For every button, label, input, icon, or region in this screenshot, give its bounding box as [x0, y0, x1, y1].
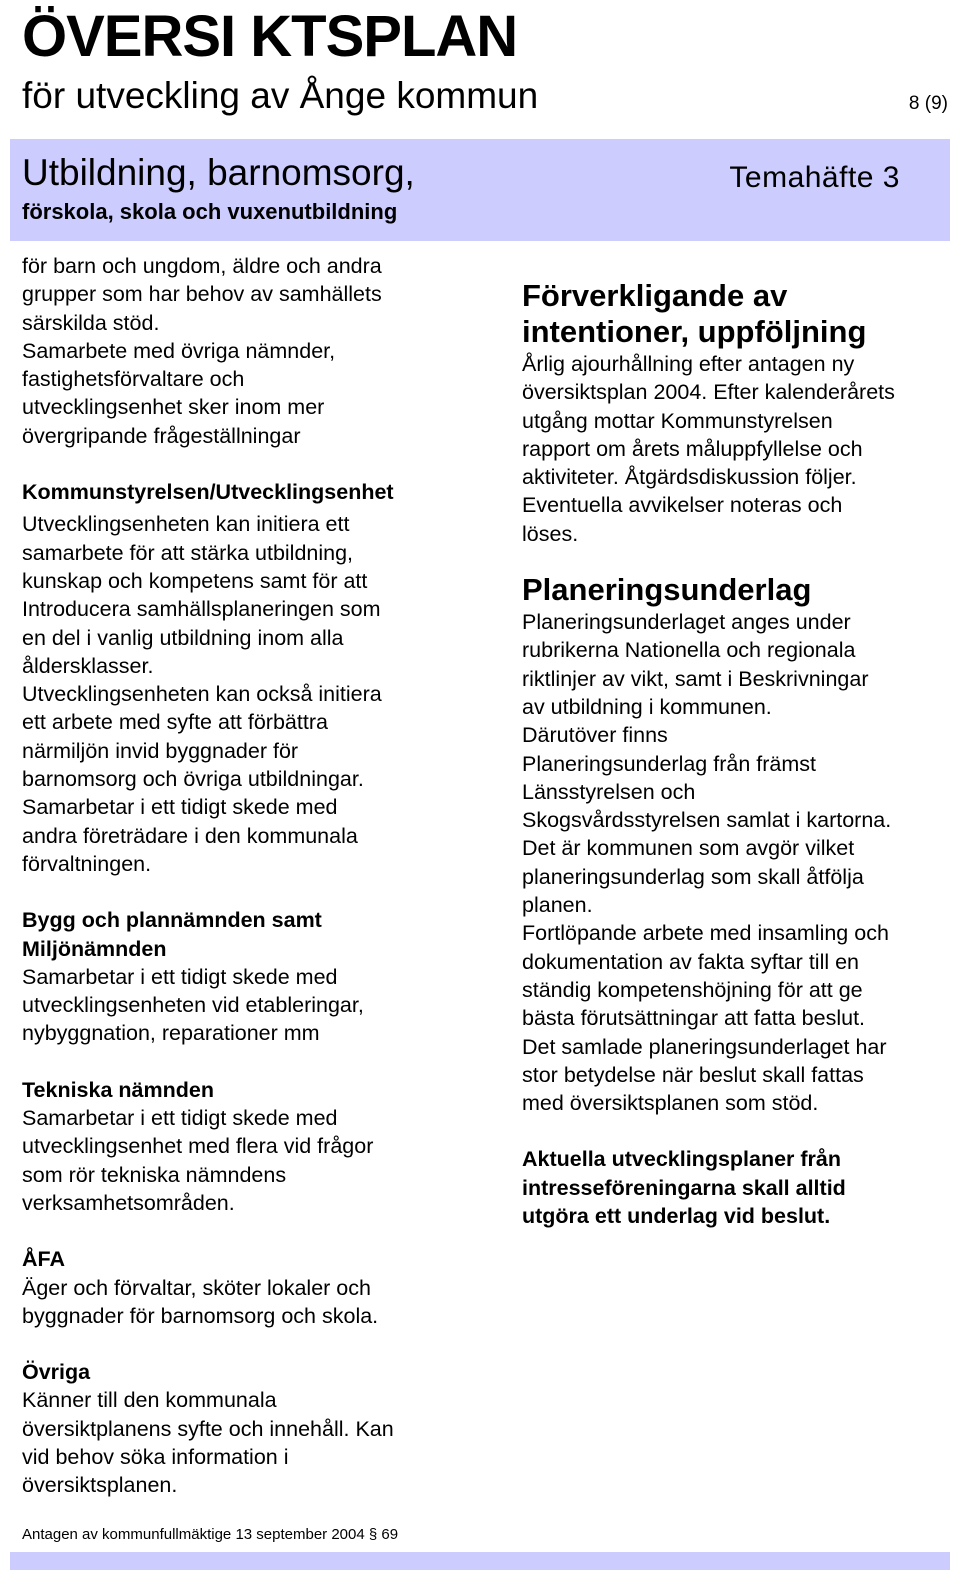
section-body-bygg-och-plan: Samarbetar i ett tidigt skede med utvecklingsenheten vid etableringar, nybyggnation, reparationer mm	[22, 964, 364, 1046]
theme-title: Utbildning, barnomsorg,	[22, 152, 415, 193]
left-column	[22, 252, 492, 1500]
document-subtitle: för utveckling av Ånge kommun	[22, 75, 539, 116]
right-column	[522, 278, 952, 1230]
page-number: 8 (9)	[908, 93, 948, 114]
theme-band	[10, 139, 950, 241]
section-heading-tekniska: Tekniska nämnden	[22, 1077, 214, 1102]
footer-band	[10, 1552, 950, 1570]
theme-label: Temahäfte 3	[729, 161, 900, 194]
section-heading-ovriga: Övriga	[22, 1360, 91, 1385]
section-heading-bygg-och-plan: Bygg och plannämnden samt Miljönämnden	[22, 908, 322, 961]
intro-paragraph: för barn och ungdom, äldre och andra grupper som har behov av samhällets särskilda stöd. Samarbete med övriga nämnder, fastighetsförvaltare och utvecklingsenhet sker inom mer övergripande frågeställningar	[22, 254, 382, 448]
footer-text: Antagen av kommunfullmäktige 13 september 2004 § 69	[22, 1526, 399, 1543]
section-body-afa: Äger och förvaltar, sköter lokaler och byggnader för barnomsorg och skola.	[22, 1275, 379, 1328]
document-title: ÖVERSI KTSPLAN	[22, 4, 518, 69]
theme-subtitle: förskola, skola och vuxenutbildning	[22, 199, 398, 224]
section-body-ovriga: Känner till den kommunala översiktplanens syfte och innehåll. Kan vid behov söka information i översiktsplanen.	[22, 1388, 394, 1498]
section-body-forverkligande: Årlig ajourhållning efter antagen ny översiktsplan 2004. Efter kalenderårets utgång mottar Kommunstyrelsen rapport om årets måluppfyllelse och aktiviteter. Åtgärdsdiskussion följer. Eventuella avvikelser noteras och löses.	[522, 352, 895, 546]
section-heading-afa: ÅFA	[22, 1247, 65, 1272]
section-heading-kommunstyrelsen: Kommunstyrelsen/Utvecklingsenhet	[22, 480, 394, 505]
section-body-kommunstyrelsen: Utvecklingsenheten kan initiera ett samarbete för att stärka utbildning, kunskap och kompetens samt för att Introducera samhällsplaneringen som en del i vanlig utbildning inom alla åldersklasser. Utvecklingsenheten kan också initiera ett arbete med syfte att förbättra närmiljön invid byggnader för barnomsorg och övriga utbildningar. Samarbetar i ett tidigt skede med andra företrädare i den kommunala förvaltningen.	[22, 512, 382, 876]
section-heading-planeringsunderlag: Planeringsunderlag	[522, 572, 812, 608]
section-body-planeringsunderlag: Planeringsunderlaget anges under rubrikerna Nationella och regionala riktlinjer av vikt, samt i Beskrivningar av utbildning i kommunen. Därutöver finns Planeringsunderlag från främst Länsstyrelsen och Skogsvårdsstyrelsen samlat i kartorna. Det är kommunen som avgör vilket planeringsunderlag som skall åtfölja planen. Fortlöpande arbete med insamling och dokumentation av fakta syftar till en ständig kompetenshöjning för att ge bästa förutsättningar att fatta beslut. Det samlade planeringsunderlaget har stor betydelse när beslut skall fattas med översiktsplanen som stöd.	[522, 610, 892, 1116]
section-heading-forverkligande: Förverkligande av intentioner, uppföljning	[522, 278, 867, 349]
closing-statement: Aktuella utvecklingsplaner från intresseföreningarna skall alltid utgöra ett underlag vid beslut.	[522, 1147, 846, 1229]
section-body-tekniska: Samarbetar i ett tidigt skede med utvecklingsenhet med flera vid frågor som rör tekniska nämndens verksamhetsområden.	[22, 1106, 374, 1215]
